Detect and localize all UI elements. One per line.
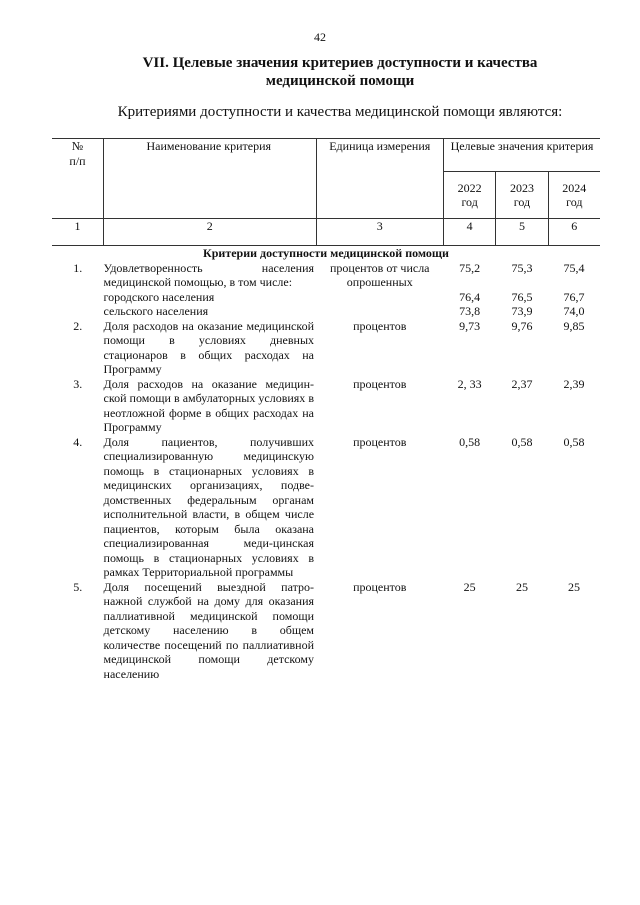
criterion-name: городского населения <box>103 289 215 304</box>
unit-of-measure <box>316 290 443 305</box>
criterion-name: Доля посещений выездной патро-нажной службой на дому для оказания паллиативной медицинской помощи детскому населению в общем количестве посещений по паллиативной медицинской помощи детскому населению <box>103 579 315 681</box>
header-targets: Целевые значения критерия <box>443 139 600 172</box>
header-year-2023: 2023 год <box>496 172 548 219</box>
value-2022: 75,2 <box>459 260 481 275</box>
column-number-row <box>52 219 600 246</box>
unit-of-measure: процентов <box>353 579 407 594</box>
section-title-line1: VII. Целевые значения критериев доступности и качества <box>142 55 538 71</box>
unit-of-measure <box>316 304 443 319</box>
col-number: 2 <box>104 219 317 246</box>
value-2022: 9,73 <box>459 318 481 333</box>
criterion-name: Доля пациентов, получивших специализированную медицинскую помощь в стационарных условиях в медицинских организациях, подве-домственных федеральным органам исполнительной власти, в общем числе пациентов, которым была оказана специализированная меди-цинская помощь в стационарных условиях в рамках Территориальной программы <box>103 434 315 579</box>
value-2023: 73,9 <box>511 304 533 318</box>
value-2023: 2,37 <box>511 376 533 391</box>
col-number: 1 <box>52 219 104 246</box>
value-2024: 0,58 <box>563 434 585 449</box>
value-2023: 0,58 <box>511 434 533 449</box>
value-2022: 0,58 <box>459 434 481 449</box>
row-number: 4. <box>73 434 83 449</box>
group-title-row <box>52 246 600 261</box>
criterion-name: Доля расходов на оказание медицинской помощи в условиях дневных стационаров в общих расходах на Программу <box>103 318 315 376</box>
row-number: 5. <box>73 579 83 594</box>
value-2024: 2,39 <box>563 376 585 391</box>
table-row <box>52 377 600 435</box>
header-row <box>52 139 600 172</box>
value-2022: 73,8 <box>459 304 481 318</box>
col-number: 3 <box>316 219 443 246</box>
header-unit: Единица измерения <box>316 139 443 219</box>
table-row <box>52 304 600 319</box>
section-title <box>80 54 600 90</box>
section-title-line2: медицинской помощи <box>265 73 415 89</box>
value-2022: 76,4 <box>459 289 481 304</box>
table-row <box>52 580 600 682</box>
unit-of-measure: процентов от числа опрошенных <box>329 260 430 289</box>
row-number <box>52 290 104 305</box>
value-2024: 74,0 <box>563 304 585 318</box>
value-2024: 9,85 <box>563 318 585 333</box>
row-number: 2. <box>73 318 83 333</box>
table-row <box>52 319 600 377</box>
value-2022: 2, 33 <box>457 376 482 391</box>
value-2024: 76,7 <box>563 289 585 304</box>
col-number: 4 <box>443 219 495 246</box>
col-number: 5 <box>496 219 548 246</box>
criterion-name: сельского населения <box>103 304 209 318</box>
group-title: Критерии доступности медицинской помощи <box>203 246 449 260</box>
table-row <box>52 290 600 305</box>
header-year-2024: 2024 год <box>548 172 600 219</box>
row-number <box>52 304 104 319</box>
value-2023: 25 <box>515 579 528 594</box>
unit-of-measure: процентов <box>353 318 407 333</box>
intro-text: Критериями доступности и качества медицинской помощи являются: <box>117 104 563 120</box>
header-no: № п/п <box>52 139 104 219</box>
table-row <box>52 261 600 290</box>
value-2023: 9,76 <box>511 318 533 333</box>
row-number: 1. <box>73 260 83 275</box>
value-2023: 75,3 <box>511 260 533 275</box>
page-number: 42 <box>314 30 326 44</box>
table-row <box>52 435 600 580</box>
row-number: 3. <box>73 376 83 391</box>
value-2022: 25 <box>463 579 476 594</box>
criteria-table <box>52 138 600 681</box>
header-name: Наименование критерия <box>104 139 317 219</box>
criterion-name: Доля расходов на оказание медицин-ской помощи в амбулаторных условиях в неотложной форме в общих расходах на Программу <box>103 376 315 434</box>
col-number: 6 <box>548 219 600 246</box>
unit-of-measure: процентов <box>353 376 407 391</box>
criterion-name: Удовлетворенность населения медицинской помощью, в том числе: <box>103 260 315 289</box>
value-2023: 76,5 <box>511 289 533 304</box>
value-2024: 25 <box>568 579 581 594</box>
value-2024: 75,4 <box>563 260 585 275</box>
header-year-2022: 2022 год <box>443 172 495 219</box>
unit-of-measure: процентов <box>353 434 407 449</box>
